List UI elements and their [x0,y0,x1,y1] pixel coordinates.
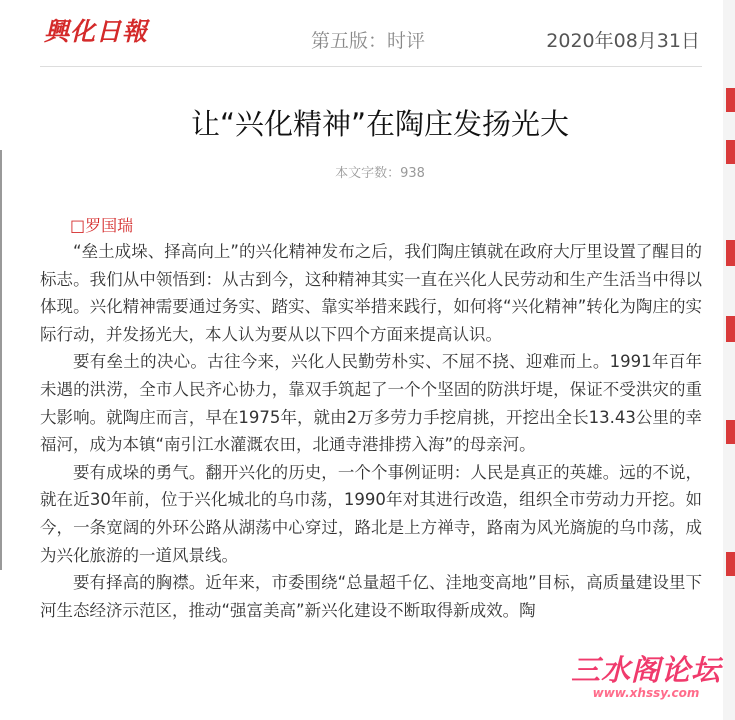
forum-watermark [571,648,721,700]
article-paragraph: “垒土成垛、择高向上”的兴化精神发布之后，我们陶庄镇就在政府大厅里设置了醒目的标志。我们从中领悟到：从古到今，这种精神其实一直在兴化人民劳动和生产生活当中得以体现。兴化精神需要通过务实、踏实、靠实举措来践行，如何将“兴化精神”转化为陶庄的实际行动，并发扬光大，本人认为要从以下四个方面来提高认识。 [40,242,702,344]
left-border-line [0,150,2,570]
article-paragraph: 要有垒土的决心。古往今来，兴化人民勤劳朴实、不屈不挠、迎难而上。1991年百年未遇的洪涝，全市人民齐心协力，靠双手筑起了一个个坚固的防洪圩堤，保证不受洪灾的重大影响。就陶庄而言，早在1975年，就由2万多劳力手挖肩挑，开挖出全长13.43公里的幸福河，成为本镇“南引江水灌溉农田，北通寺港排捞入海”的母亲河。 [40,352,702,455]
article-author: □罗国瑞 [70,216,134,235]
watermark-url: www.xhssy.com [592,686,700,700]
article-paragraph: 要有成垛的勇气。翻开兴化的历史，一个个事例证明：人民是真正的英雄。远的不说，就在近30年前，位于兴化城北的乌巾荡，1990年对其进行改造，组织全市劳动力开挖。如今，一条宽阔的外环公路从湖荡中心穿过，路北是上方禅寺，路南为风光旖旎的乌巾荡，成为兴化旅游的一道风景线。 [40,462,702,565]
word-count: 本文字数：938 [335,166,425,181]
issue-date: 2020年08月31日 [546,30,700,52]
article-paragraph: 要有择高的胸襟。近年来，市委围绕“总量超千亿、洼地变高地”目标，高质量建设里下河生态经济示范区，推动“强富美高”新兴化建设不断取得新成效。陶 [40,573,702,620]
page-header [40,0,702,67]
side-tab-5[interactable] [726,420,735,444]
side-tab-6[interactable] [726,552,735,576]
side-tab-3[interactable] [726,240,735,266]
side-tab-2[interactable] [726,140,735,164]
newspaper-logo[interactable]: 興化日報 [44,17,149,46]
article-title: 让“兴化精神”在陶庄发扬光大 [190,107,570,141]
watermark-name: 三水阁论坛 [570,653,721,687]
side-tab-4[interactable] [726,316,735,342]
section-label: 第五版：时评 [311,30,426,52]
article-body [40,238,702,624]
